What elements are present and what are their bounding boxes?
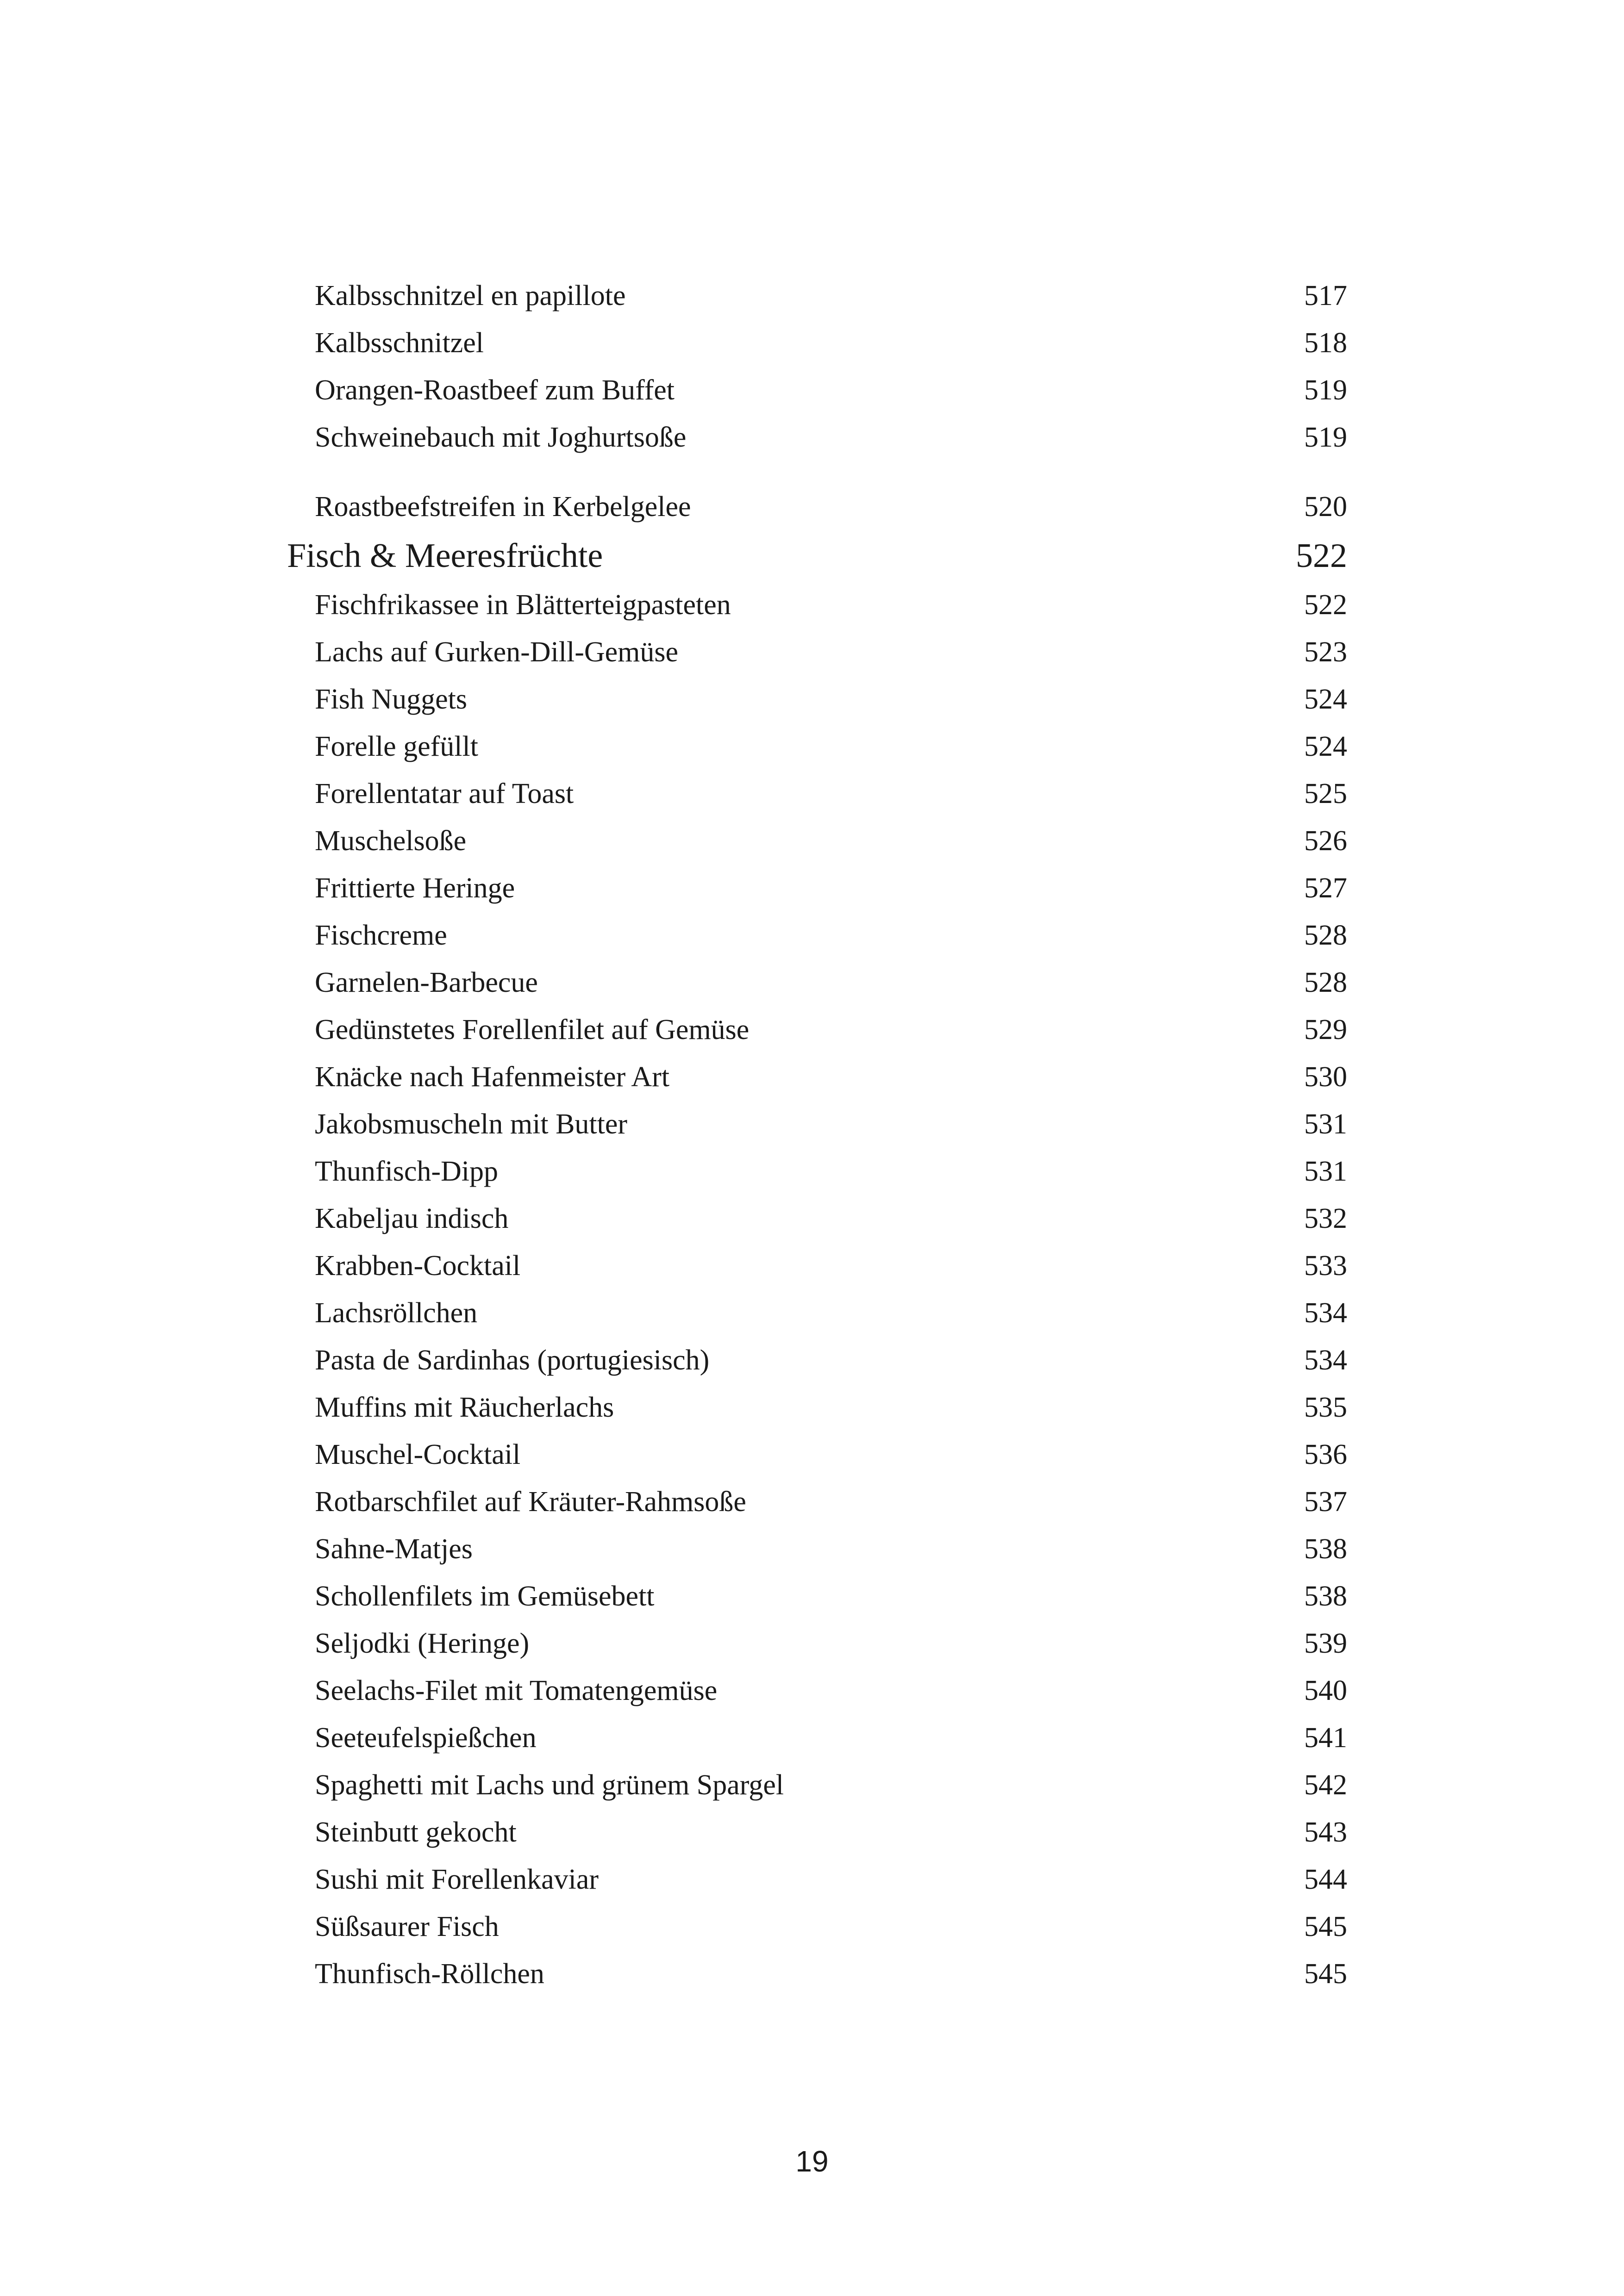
- toc-entry-page-number: 528: [1304, 920, 1347, 951]
- toc-entry-title: Pasta de Sardinhas (portugiesisch): [315, 1344, 710, 1376]
- toc-entry-page-number: 529: [1304, 1014, 1347, 1045]
- toc-entry-title: Seljodki (Heringe): [315, 1628, 530, 1659]
- toc-entry-title: Lachs auf Gurken-Dill-Gemüse: [315, 636, 679, 668]
- toc-entry: [287, 1856, 1347, 1903]
- toc-entry: [287, 367, 1347, 414]
- toc-entry: [287, 865, 1347, 912]
- toc-entry-title: Jakobsmuscheln mit Butter: [315, 1108, 628, 1140]
- toc-entry-page-number: 531: [1304, 1156, 1347, 1187]
- toc-entry-page-number: 520: [1304, 491, 1347, 523]
- toc-entry-title: Kabeljau indisch: [315, 1203, 509, 1234]
- table-of-contents: [287, 272, 1347, 1997]
- toc-entry-page-number: 542: [1304, 1769, 1347, 1801]
- toc-entry: [287, 959, 1347, 1006]
- toc-group-top: [287, 272, 1347, 461]
- toc-entry: [287, 1809, 1347, 1856]
- toc-entry: [287, 1101, 1347, 1148]
- toc-entry-page-number: 533: [1304, 1250, 1347, 1282]
- toc-entry-title: Garnelen-Barbecue: [315, 967, 538, 998]
- toc-entry: [287, 1289, 1347, 1337]
- toc-entry-title: Lachsröllchen: [315, 1297, 478, 1329]
- section-page-number: 522: [1296, 537, 1347, 575]
- toc-entry-page-number: 545: [1304, 1958, 1347, 1990]
- toc-entry-page-number: 539: [1304, 1628, 1347, 1659]
- toc-entry: [287, 1667, 1347, 1714]
- toc-entry-title: Sushi mit Forellenkaviar: [315, 1864, 599, 1895]
- toc-entry-page-number: 537: [1304, 1486, 1347, 1518]
- toc-entry: [287, 1148, 1347, 1195]
- toc-entry: [287, 1525, 1347, 1573]
- toc-entry: [287, 1620, 1347, 1667]
- toc-entry-title: Knäcke nach Hafenmeister Art: [315, 1061, 670, 1093]
- toc-entry: [287, 1573, 1347, 1620]
- toc-entry-page-number: 525: [1304, 778, 1347, 809]
- toc-entry-page-number: 543: [1304, 1817, 1347, 1848]
- toc-entry: [287, 1195, 1347, 1242]
- toc-entry: [287, 1053, 1347, 1101]
- toc-entry-title: Schweinebauch mit Joghurtsoße: [315, 422, 687, 453]
- toc-entry: [287, 1903, 1347, 1950]
- toc-entry-title: Schollenfilets im Gemüsebett: [315, 1580, 655, 1612]
- toc-entry-page-number: 540: [1304, 1675, 1347, 1706]
- toc-entry-title: Thunfisch-Dipp: [315, 1156, 499, 1187]
- toc-entry-title: Thunfisch-Röllchen: [315, 1958, 544, 1990]
- toc-entry-page-number: 527: [1304, 872, 1347, 904]
- toc-entry-title: Forellentatar auf Toast: [315, 778, 574, 809]
- toc-entry-page-number: 538: [1304, 1533, 1347, 1565]
- toc-entry-page-number: 545: [1304, 1911, 1347, 1942]
- toc-entry-title: Muschel-Cocktail: [315, 1439, 521, 1470]
- toc-entry-page-number: 519: [1304, 374, 1347, 406]
- toc-entry-title: Sahne-Matjes: [315, 1533, 473, 1565]
- toc-entry-title: Rotbarschfilet auf Kräuter-Rahmsoße: [315, 1486, 746, 1518]
- toc-entry: [287, 628, 1347, 676]
- toc-entry-title: Seelachs-Filet mit Tomatengemüse: [315, 1675, 718, 1706]
- toc-entry-title: Fischcreme: [315, 920, 447, 951]
- toc-entry-title: Frittierte Heringe: [315, 872, 515, 904]
- toc-entry-title: Forelle gefüllt: [315, 731, 478, 762]
- toc-entry: [287, 1714, 1347, 1761]
- toc-group-section-entries: [287, 581, 1347, 1997]
- toc-entry: [287, 319, 1347, 367]
- toc-entry: [287, 723, 1347, 770]
- toc-entry-page-number: 538: [1304, 1580, 1347, 1612]
- toc-group-mid: [287, 483, 1347, 530]
- toc-entry: [287, 817, 1347, 865]
- toc-entry: [287, 676, 1347, 723]
- toc-entry-title: Fish Nuggets: [315, 684, 467, 715]
- toc-entry-page-number: 523: [1304, 636, 1347, 668]
- toc-entry-page-number: 522: [1304, 589, 1347, 621]
- toc-entry-page-number: 534: [1304, 1344, 1347, 1376]
- toc-entry-page-number: 518: [1304, 327, 1347, 359]
- toc-entry-title: Muffins mit Räucherlachs: [315, 1392, 614, 1423]
- toc-entry: [287, 1431, 1347, 1478]
- toc-entry: [287, 770, 1347, 817]
- toc-entry-page-number: 524: [1304, 731, 1347, 762]
- toc-entry-page-number: 531: [1304, 1108, 1347, 1140]
- toc-entry-page-number: 532: [1304, 1203, 1347, 1234]
- toc-entry: [287, 912, 1347, 959]
- toc-entry-title: Kalbsschnitzel: [315, 327, 484, 359]
- toc-entry-page-number: 526: [1304, 825, 1347, 857]
- toc-entry-title: Roastbeefstreifen in Kerbelgelee: [315, 491, 691, 523]
- toc-entry: [287, 1242, 1347, 1289]
- toc-entry-page-number: 524: [1304, 684, 1347, 715]
- toc-entry: [287, 1006, 1347, 1053]
- toc-entry-page-number: 530: [1304, 1061, 1347, 1093]
- toc-entry-page-number: 536: [1304, 1439, 1347, 1470]
- toc-entry-title: Spaghetti mit Lachs und grünem Spargel: [315, 1769, 784, 1801]
- toc-entry-title: Gedünstetes Forellenfilet auf Gemüse: [315, 1014, 750, 1045]
- toc-entry: [287, 483, 1347, 530]
- toc-entry: [287, 1384, 1347, 1431]
- toc-entry-page-number: 528: [1304, 967, 1347, 998]
- toc-entry-title: Seeteufelspießchen: [315, 1722, 537, 1754]
- toc-entry-title: Kalbsschnitzel en papillote: [315, 280, 626, 311]
- toc-entry: [287, 1478, 1347, 1525]
- group-spacer: [287, 461, 1347, 483]
- toc-entry: [287, 581, 1347, 628]
- toc-entry-page-number: 544: [1304, 1864, 1347, 1895]
- toc-entry-page-number: 517: [1304, 280, 1347, 311]
- toc-entry: [287, 1337, 1347, 1384]
- toc-entry-page-number: 534: [1304, 1297, 1347, 1329]
- page-footer-number: 19: [795, 2145, 829, 2178]
- toc-entry-page-number: 519: [1304, 422, 1347, 453]
- toc-entry: [287, 1761, 1347, 1809]
- toc-entry-title: Krabben-Cocktail: [315, 1250, 521, 1282]
- toc-entry: [287, 1950, 1347, 1997]
- toc-entry-title: Steinbutt gekocht: [315, 1817, 517, 1848]
- section-title: Fisch & Meeresfrüchte: [287, 537, 603, 575]
- toc-entry: [287, 414, 1347, 461]
- toc-entry-page-number: 541: [1304, 1722, 1347, 1754]
- toc-entry: [287, 272, 1347, 319]
- toc-entry-title: Fischfrikassee in Blätterteigpasteten: [315, 589, 731, 621]
- toc-entry-title: Süßsaurer Fisch: [315, 1911, 499, 1942]
- toc-entry-page-number: 535: [1304, 1392, 1347, 1423]
- toc-entry-title: Orangen-Roastbeef zum Buffet: [315, 374, 675, 406]
- toc-section-heading: [287, 530, 1347, 581]
- toc-entry-title: Muschelsoße: [315, 825, 467, 857]
